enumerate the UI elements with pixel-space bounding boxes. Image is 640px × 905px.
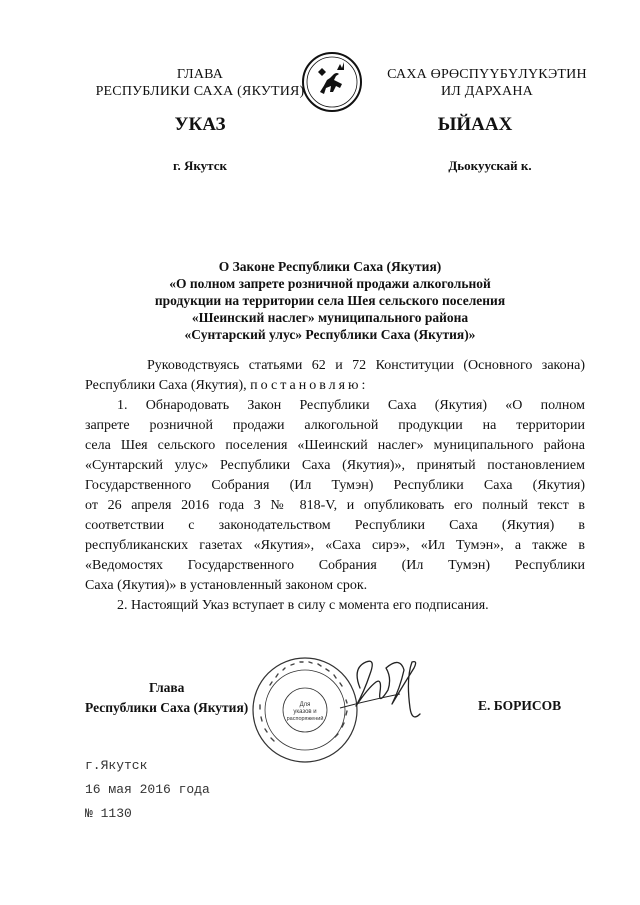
title-line: «Сунтарский улус» Республики Саха (Якутия)» <box>184 327 476 342</box>
stamp-text-line: распоряжений <box>286 716 324 722</box>
title-line: О Законе Республики Саха (Якутия) <box>218 259 442 274</box>
footer <box>85 756 210 824</box>
doc-type-right: ЫЙААХ <box>437 114 513 135</box>
signatory-name: Е. БОРИСОВ <box>478 698 562 713</box>
paragraph-1-line: Государственного Собрания (Ил Тумэн) Республики Саха (Якутия) <box>85 478 585 493</box>
title-line: «Шеинский наслег» муниципального района <box>191 310 469 325</box>
header-right-line2: ИЛ ДАРХАНА <box>440 84 533 99</box>
header-right-line1: САХА ӨРӨСПҮҮБҮЛҮКЭТИН <box>387 67 587 82</box>
paragraph-1-line: «Сунтарский улус» Республики Саха (Якутия)», принятый постановлением <box>85 458 585 473</box>
header-left-line2: РЕСПУБЛИКИ САХА (ЯКУТИЯ) <box>95 84 305 99</box>
resolve-word: постановляю: <box>250 378 369 393</box>
signatory-title-line2: Республики Саха (Якутия) <box>85 700 249 715</box>
doc-type-left: УКАЗ <box>174 114 226 135</box>
preamble-text: Республики Саха (Якутия), <box>85 378 251 393</box>
handwritten-signature <box>330 648 440 728</box>
header-right <box>362 66 612 100</box>
city-left: г. Якутск <box>173 158 227 173</box>
footer-city: г.Якутск <box>85 758 148 773</box>
header-left-line1: ГЛАВА <box>176 67 224 82</box>
paragraph-2: 2. Настоящий Указ вступает в силу с момента его подписания. <box>117 598 489 613</box>
paragraph-1-line: от 26 апреля 2016 года З № 818-V, и опубликовать его полный текст в <box>85 498 585 513</box>
signatory-title-line1: Глава <box>149 680 185 695</box>
preamble-line: Руководствуясь статьями 62 и 72 Конституции (Основного закона) <box>147 358 585 373</box>
title-line: «О полном запрете розничной продажи алкогольной <box>169 276 491 291</box>
footer-number: № 1130 <box>85 806 132 821</box>
city-right: Дьокуускай к. <box>448 158 532 173</box>
paragraph-1-line: села Шея сельского поселения «Шеинский наслег» муниципального района <box>85 438 585 453</box>
title-line: продукции на территории села Шея сельского поселения <box>154 293 506 308</box>
footer-date: 16 мая 2016 года <box>85 782 210 797</box>
header-left <box>70 66 330 100</box>
document-body <box>85 356 585 616</box>
stamp-text-line: указов и <box>293 709 317 715</box>
preamble-line <box>85 376 585 396</box>
paragraph-1-line: соответствии с законодательством Республики Саха (Якутия) в <box>85 518 585 533</box>
coat-of-arms-emblem <box>300 50 364 114</box>
stamp-text-line: Для <box>299 702 311 708</box>
paragraph-1-line: 1. Обнародовать Закон Республики Саха (Якутия) «О полном <box>117 398 585 413</box>
paragraph-1-line: «Ведомостях Государственного Собрания (Ил Тумэн) Республики <box>85 558 585 573</box>
paragraph-1-line: республиканских газетах «Якутия», «Саха сирэ», «Ил Тумэн», а также в <box>85 538 585 553</box>
document-title <box>90 258 570 343</box>
paragraph-1-line: запрете розничной продажи алкогольной продукции на территории <box>85 418 585 433</box>
paragraph-1-line: Саха (Якутия)» в установленный законом срок. <box>85 578 368 593</box>
signatory-title <box>85 678 275 718</box>
